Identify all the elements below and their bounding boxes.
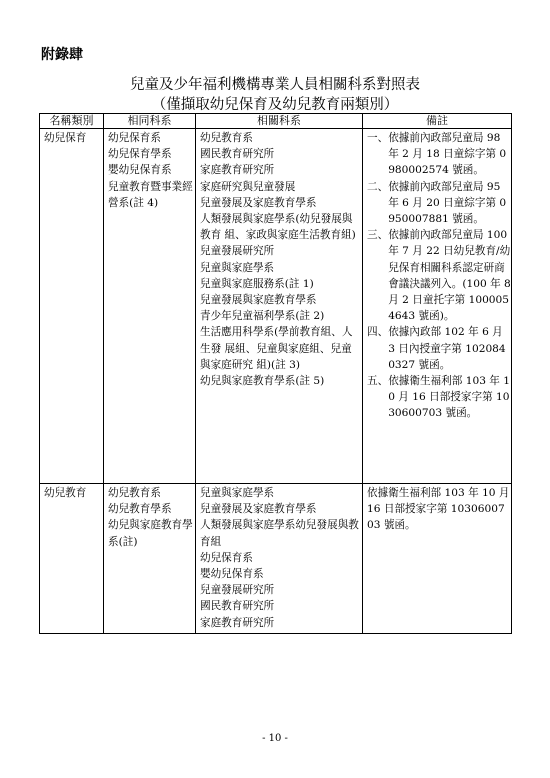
related-departments-cell [196,484,363,634]
same-department: 幼兒教育學系 [108,503,172,516]
category-cell: 幼兒教育 [40,484,104,634]
related-department: 兒童發展及家庭教育學系 [200,196,317,209]
table-title: 兒童及少年福利機構專業人員相關科系對照表 [130,77,420,93]
related-department: 生活應用科學系(學前教育組、人生發 展組、兒童與家庭組、兒童與家庭研究 組)(註 3) [200,326,353,371]
header-category: 名稱類別 [40,114,104,129]
related-department: 兒童發展及家庭教育學系 [200,503,317,516]
note-text: 依據前內政部兒童局 95 年 6 月 20 日童綜字第 0950007881 號函。 [388,180,507,226]
related-department: 家庭教育研究所 [200,616,275,629]
header-row [40,114,512,129]
related-department: 國民教育研究所 [200,148,275,161]
same-department: 幼兒保育學系 [108,148,172,161]
related-department: 兒童與家庭學系 [200,487,275,499]
related-department: 家庭研究與兒童發展 [200,180,296,193]
note-item [367,373,511,422]
related-department: 兒童發展研究所 [200,245,275,258]
note-text: 依據衛生福利部 103 年 10 月 16 日部授家字第 1030600703 號函。 [388,375,510,420]
related-department: 兒童發展與家庭教育學系 [200,294,317,307]
category-cell: 幼兒保育 [40,129,104,484]
notes-cell [363,129,512,484]
related-department: 幼兒與家庭教育學系(註 5) [200,375,325,388]
same-department: 幼兒與家庭教育學系(註) [108,519,193,548]
same-departments-cell [104,129,196,484]
related-department: 兒童與家庭學系 [200,261,275,274]
related-department: 國民教育研究所 [200,600,275,613]
notes-cell [363,484,512,634]
header-notes: 備註 [363,114,512,129]
note-text: 依據內政部 102 年 6 月 3 日內授童字第 1020840327 號函。 [388,326,506,371]
header-same-departments: 相同科系 [104,114,196,129]
same-department: 幼兒保育系 [108,132,161,144]
related-department: 嬰幼兒保育系 [200,568,264,581]
related-department: 幼兒教育系 [200,132,253,144]
related-department: 人類發展與家庭學系幼兒發展與教育組 [200,519,359,548]
note-number: 一、 [367,132,389,144]
related-department: 幼兒保育系 [200,551,253,564]
appendix-label: 附錄肆 [41,47,83,63]
page-number: - 10 - [262,733,288,744]
related-department: 家庭教育研究所 [200,164,275,177]
table-row [40,484,512,634]
same-departments-cell [104,484,196,634]
note-number: 四、 [367,326,389,339]
note-item [367,227,511,324]
comparison-table [39,113,512,634]
related-department: 兒童與家庭服務系(註 1) [200,277,314,290]
note-number: 二、 [367,180,389,193]
related-department: 兒童發展研究所 [200,584,275,597]
same-department: 嬰幼兒保育系 [108,164,172,177]
same-department: 兒童教育暨事業經營系(註 4) [108,180,193,209]
related-departments-cell [196,129,363,484]
note-item [367,130,511,179]
note-item [367,179,511,228]
related-department: 人類發展與家庭學系(幼兒發展與教育 組、家政與家庭生活教育組) [200,213,356,242]
note-number: 三、 [367,229,389,242]
related-department: 青少年兒童福利學系(註 2) [200,310,325,323]
table-subtitle: （僅擷取幼兒保育及幼兒教育兩類別） [151,97,399,113]
same-department: 幼兒教育系 [108,487,161,499]
table-row [40,129,512,484]
note-item [367,324,511,373]
note-text: 依據前內政部兒童局 100 年 7 月 22 日幼兒教育/幼兒保育相關科系認定研商會議決議列入。(100 年 8 月 2 日童托字第 1000054643 號函)。 [388,229,511,323]
note-number: 五、 [367,375,389,388]
note-text: 依據前內政部兒童局 98 年 2 月 18 日童綜字第 0980002574 號函。 [388,132,507,177]
header-related-departments: 相關科系 [196,114,363,129]
note-text: 依據衛生福利部 103 年 10 月 16 日部授家字第 1030600703 號函。 [367,487,510,532]
